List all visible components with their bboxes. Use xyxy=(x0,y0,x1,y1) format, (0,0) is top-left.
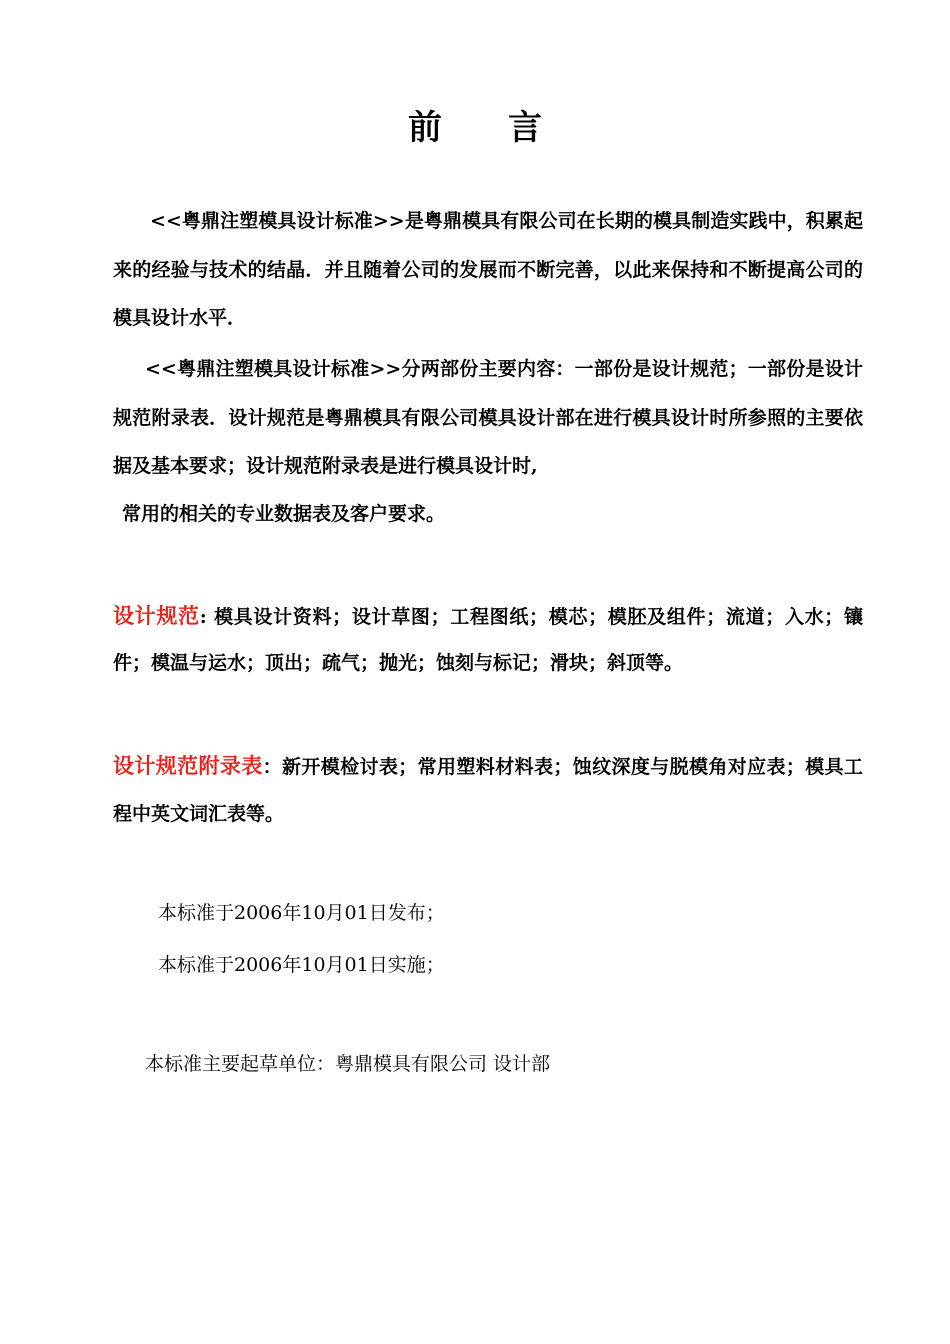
appendix-label: 设计规范附录表 xyxy=(113,753,263,778)
appendix-paragraph xyxy=(113,742,863,838)
implement-date-line: 本标准于2006年10月01日实施； xyxy=(158,954,445,976)
intro-text: <<粤鼎注塑模具设计标准>>是粤鼎模具有限公司在长期的模具制造实践中，积累起来的经验与技术的结晶．并且随着公司的发展而不断完善，以此来保持和不断提高公司的模具设计水平． xyxy=(113,210,863,329)
content-text: <<粤鼎注塑模具设计标准>>分两部份主要内容：一部份是设计规范；一部份是设计规范附录表．设计规范是粤鼎模具有限公司模具设计部在进行模具设计时所参照的主要依据及基本要求；设计规范附录表是进行模具设计时, xyxy=(113,358,863,477)
content-paragraph xyxy=(113,345,863,491)
title-char-1: 前 xyxy=(408,108,442,148)
page-title xyxy=(0,100,950,149)
spec-paragraph xyxy=(113,593,863,686)
publish-date-line: 本标准于2006年10月01日发布； xyxy=(158,902,445,924)
spec-text: : 模具设计资料；设计草图；工程图纸；模芯；模胚及组件；流道；入水；镶件；模温与运水；顶出；疏气；抛光；蚀刻与标记；滑块；斜顶等。 xyxy=(113,606,863,674)
appendix-text: ：新开模检讨表；常用塑料材料表；蚀纹深度与脱模角对应表；模具工程中英文词汇表等。 xyxy=(113,756,863,825)
content-tail-text: 常用的相关的专业数据表及客户要求。 xyxy=(122,503,446,525)
intro-paragraph xyxy=(113,197,863,343)
spec-label: 设计规范 xyxy=(113,603,200,628)
drafter-line: 本标准主要起草单位：粤鼎模具有限公司 设计部 xyxy=(145,1053,551,1075)
content-paragraph-tail xyxy=(122,490,722,539)
title-char-2: 言 xyxy=(508,108,542,148)
